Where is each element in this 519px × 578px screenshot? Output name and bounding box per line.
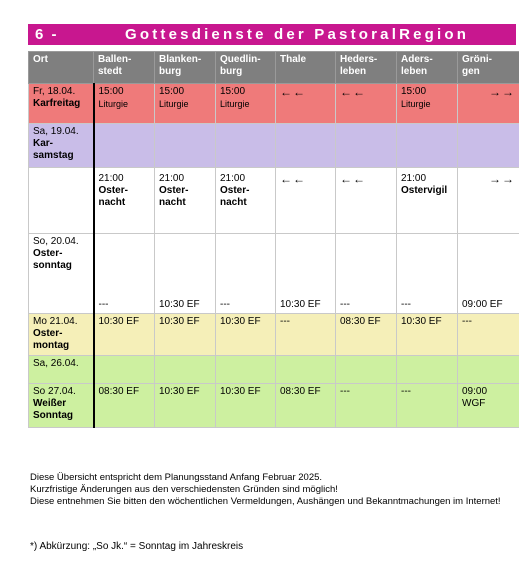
service-cell	[216, 168, 276, 234]
date-cell	[29, 124, 94, 168]
service-cell: 10:30 EF	[94, 314, 155, 356]
arrow-text: ←←	[280, 172, 306, 186]
service-type: Oster- nacht	[220, 185, 250, 208]
service-cell	[94, 84, 155, 124]
arrow-left-icon: ←←	[276, 84, 336, 124]
col-header-blankenburg: Blanken- burg	[155, 52, 216, 84]
empty-cell	[155, 356, 216, 384]
col-header-hedersleben: Heders- leben	[336, 52, 397, 84]
service-cell: ---	[94, 234, 155, 314]
service-cell	[216, 84, 276, 124]
table-row	[29, 84, 519, 124]
service-cell	[94, 168, 155, 234]
service-cell	[155, 168, 216, 234]
footnote: *) Abkürzung: „So Jk.“ = Sonntag im Jahreskreis	[30, 541, 244, 552]
service-cell: 10:30 EF	[155, 384, 216, 428]
col-header-thale: Thale	[276, 52, 336, 84]
service-time: 21:00	[98, 173, 124, 184]
empty-cell	[336, 356, 397, 384]
service-cell: 10:30 EF	[155, 234, 216, 314]
service-cell: 10:30 EF	[276, 234, 336, 314]
note-line: Diese Übersicht entspricht dem Planungsstand Anfang Februar 2025.	[30, 472, 323, 483]
arrow-left-icon	[276, 168, 336, 234]
empty-cell	[216, 356, 276, 384]
empty-cell	[94, 356, 155, 384]
arrow-text: →→	[489, 172, 515, 186]
date-cell	[29, 384, 94, 428]
empty-cell	[397, 356, 458, 384]
service-cell: ---	[397, 234, 458, 314]
service-cell: ---	[397, 384, 458, 428]
day-label: Karfreitag	[33, 98, 81, 109]
table-row	[29, 234, 519, 314]
service-time: 15:00	[220, 86, 246, 97]
service-cell: 08:30 EF	[276, 384, 336, 428]
empty-cell	[155, 124, 216, 168]
table-row	[29, 314, 519, 356]
date-label: Fr, 18.04.	[33, 86, 76, 97]
empty-cell	[276, 356, 336, 384]
empty-cell	[216, 124, 276, 168]
empty-cell	[397, 124, 458, 168]
service-cell: ---	[336, 384, 397, 428]
day-label: Oster- sonntag	[33, 248, 72, 271]
empty-cell	[94, 124, 155, 168]
empty-cell	[458, 124, 519, 168]
date-cell	[29, 168, 94, 234]
service-cell: 08:30 EF	[336, 314, 397, 356]
empty-cell	[458, 356, 519, 384]
service-time: 21:00	[220, 173, 246, 184]
service-time: 15:00	[159, 86, 185, 97]
col-header-ort: Ort	[29, 52, 94, 84]
page-title: Gottesdienste der PastoralRegion	[125, 26, 470, 43]
col-header-quedlinburg: Quedlin- burg	[216, 52, 276, 84]
service-cell	[397, 84, 458, 124]
notes-block	[30, 472, 510, 508]
page-banner	[28, 24, 516, 45]
empty-cell	[276, 124, 336, 168]
arrow-left-icon: ←←	[336, 84, 397, 124]
service-type: Oster- nacht	[98, 185, 128, 208]
table-row	[29, 356, 519, 384]
service-time: 21:00	[401, 173, 427, 184]
service-cell: 10:30 EF	[216, 384, 276, 428]
service-time: 21:00	[159, 173, 185, 184]
service-type: Oster- nacht	[159, 185, 189, 208]
day-label: Weißer Sonntag	[33, 398, 73, 421]
service-cell: 09:00 EF	[458, 234, 519, 314]
arrow-text: ←←	[340, 172, 366, 186]
table-row	[29, 124, 519, 168]
day-label: Oster- montag	[33, 328, 70, 351]
col-header-adersleben: Aders- leben	[397, 52, 458, 84]
date-label: Sa, 19.04.	[33, 126, 79, 137]
service-cell: ---	[458, 314, 519, 356]
date-label: Mo 21.04.	[33, 316, 78, 327]
date-cell	[29, 356, 94, 384]
service-cell: 10:30 EF	[155, 314, 216, 356]
service-cell: 10:30 EF	[216, 314, 276, 356]
service-time: 15:00	[401, 86, 427, 97]
date-cell	[29, 314, 94, 356]
note-line: Kurzfristige Änderungen aus den verschiedensten Gründen sind möglich!	[30, 484, 338, 495]
service-type: Liturgie	[98, 99, 129, 109]
col-header-ballenstedt: Ballen- stedt	[94, 52, 155, 84]
service-cell: 10:30 EF	[397, 314, 458, 356]
service-type: Liturgie	[220, 99, 250, 109]
date-label: Sa, 26.04.	[33, 358, 79, 369]
service-cell: 09:00 WGF	[458, 384, 519, 428]
arrow-left-icon	[336, 168, 397, 234]
service-time: 15:00	[98, 86, 124, 97]
date-cell	[29, 84, 94, 124]
col-header-groeningen: Gröni- gen	[458, 52, 519, 84]
service-type: Ostervigil	[401, 185, 448, 196]
service-cell	[397, 168, 458, 234]
arrow-right-icon	[458, 168, 519, 234]
date-label: So, 20.04.	[33, 236, 79, 247]
arrow-right-icon: →→	[458, 84, 519, 124]
date-label: So 27.04.	[33, 386, 76, 397]
header-row	[29, 52, 519, 84]
note-line: Diese entnehmen Sie bitten den wöchentlichen Vermeldungen, Aushängen und Bekanntmachungen im Internet!	[30, 496, 501, 507]
service-cell: ---	[276, 314, 336, 356]
table-row	[29, 384, 519, 428]
empty-cell	[336, 124, 397, 168]
service-type: Liturgie	[401, 99, 431, 109]
page-number: 6 -	[35, 26, 59, 43]
table-row	[29, 168, 519, 234]
service-cell: ---	[336, 234, 397, 314]
service-type: Liturgie	[159, 99, 189, 109]
day-label: Kar- samstag	[33, 138, 74, 161]
date-cell	[29, 234, 94, 314]
schedule-table	[28, 51, 519, 428]
service-cell: ---	[216, 234, 276, 314]
service-cell: 08:30 EF	[94, 384, 155, 428]
service-cell	[155, 84, 216, 124]
